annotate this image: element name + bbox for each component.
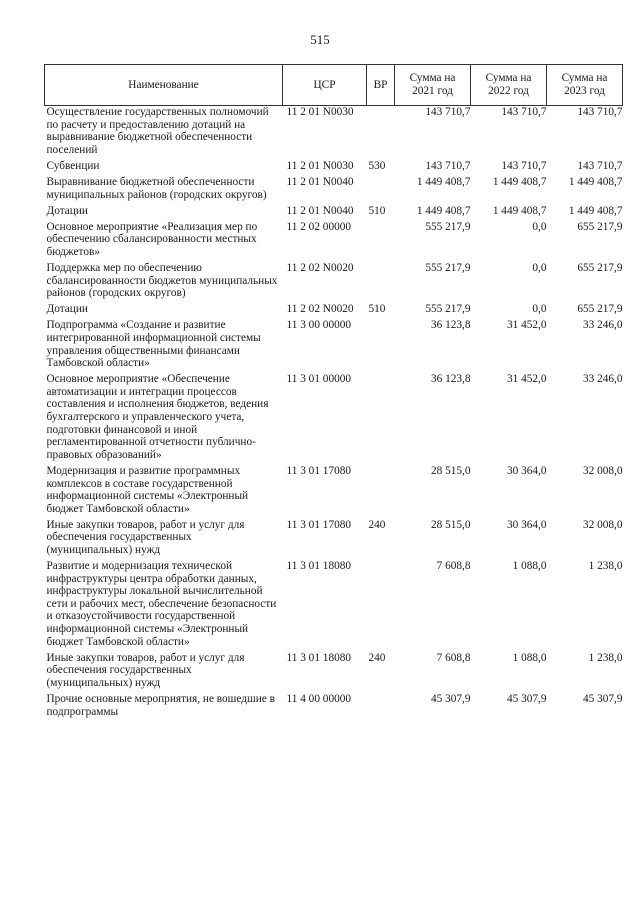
- row-vr: [367, 262, 395, 303]
- table-row: [45, 221, 623, 262]
- row-name: Дотации: [46, 204, 88, 217]
- row-csr: 11 3 01 00000: [286, 373, 352, 386]
- row-sum-2022: 0,0: [532, 220, 547, 233]
- row-sum-2022: 30 364,0: [506, 518, 547, 531]
- table-row: [45, 560, 623, 652]
- row-sum-2023: 655 217,9: [577, 220, 623, 233]
- row-vr: [367, 106, 395, 160]
- row-vr: [367, 560, 395, 652]
- row-vr: 240: [368, 651, 386, 664]
- table-row: [45, 373, 623, 465]
- row-sum-2023: 1 449 408,7: [568, 204, 623, 217]
- row-vr: [367, 176, 395, 205]
- table-row: [45, 693, 623, 722]
- row-sum-2022: 1 449 408,7: [492, 204, 547, 217]
- row-vr: [367, 465, 395, 519]
- row-sum-2023: 143 710,7: [577, 106, 623, 118]
- row-name: Развитие и модернизация технической инфраструктуры центра обработки данных, инфраструктуры локальной вычислительной сети и рабочих мест, обеспечение безопасности и отказоустойчивости государственной информационной системы «Электронный бюджет Тамбовской области»: [46, 560, 277, 648]
- header-name: Наименование: [45, 65, 283, 106]
- row-sum-2021: 7 608,8: [436, 651, 471, 664]
- row-sum-2023: 1 449 408,7: [568, 175, 623, 188]
- table-row: [45, 106, 623, 160]
- row-sum-2021: 1 449 408,7: [416, 204, 471, 217]
- table-row: [45, 205, 623, 221]
- row-csr: 11 3 00 00000: [286, 319, 352, 332]
- table-row: [45, 262, 623, 303]
- row-csr: 11 2 01 N0040: [286, 204, 354, 217]
- row-csr: 11 3 01 18080: [286, 560, 352, 573]
- row-sum-2021: 555 217,9: [425, 220, 471, 233]
- row-csr: 11 4 00 00000: [286, 693, 352, 706]
- row-sum-2023: 1 238,0: [588, 560, 623, 573]
- budget-table: [44, 64, 623, 722]
- table-row: [45, 652, 623, 693]
- row-sum-2023: 143 710,7: [577, 159, 623, 172]
- row-vr: 510: [368, 303, 386, 316]
- row-vr: [367, 373, 395, 465]
- row-sum-2023: 33 246,0: [582, 319, 623, 332]
- row-sum-2021: 36 123,8: [430, 319, 471, 332]
- row-sum-2023: 1 238,0: [588, 651, 623, 664]
- row-vr: 510: [368, 204, 386, 217]
- table-row: [45, 303, 623, 319]
- row-vr: 240: [368, 518, 386, 531]
- row-csr: 11 2 01 N0030: [286, 106, 354, 118]
- row-sum-2022: 0,0: [532, 303, 547, 316]
- row-sum-2021: 143 710,7: [425, 159, 471, 172]
- row-sum-2022: 143 710,7: [501, 106, 547, 118]
- row-name: Основное мероприятие «Обеспечение автоматизации и интеграции процессов составления и исполнения бюджетов, ведения бухгалтерского и управленческого учета, подготовки финансовой и иной регламентированной отчетности публично-правовых образований»: [46, 373, 269, 461]
- row-csr: 11 2 02 00000: [286, 220, 352, 233]
- row-sum-2021: 143 710,7: [425, 106, 471, 118]
- row-sum-2022: 30 364,0: [506, 464, 547, 477]
- row-name: Основное мероприятие «Реализация мер по обеспечению сбалансированности местных бюджетов»: [46, 220, 258, 258]
- row-sum-2022: 31 452,0: [506, 319, 547, 332]
- row-name: Осуществление государственных полномочий по расчету и предоставлению дотаций на выравнивание бюджетной обеспеченности поселений: [46, 106, 269, 156]
- row-sum-2023: 655 217,9: [577, 262, 623, 275]
- row-vr: [367, 221, 395, 262]
- row-csr: 11 3 01 17080: [286, 464, 352, 477]
- row-csr: 11 3 01 17080: [286, 518, 352, 531]
- table-row: [45, 465, 623, 519]
- row-csr: 11 2 01 N0040: [286, 175, 354, 188]
- row-name: Выравнивание бюджетной обеспеченности муниципальных районов (городских округов): [46, 175, 267, 201]
- row-csr: 11 2 02 N0020: [286, 262, 354, 275]
- row-sum-2022: 45 307,9: [506, 693, 547, 706]
- header-vr: ВР: [367, 65, 395, 106]
- row-sum-2021: 7 608,8: [436, 560, 471, 573]
- row-sum-2022: 1 088,0: [512, 651, 547, 664]
- row-sum-2023: 32 008,0: [582, 518, 623, 531]
- row-sum-2021: 555 217,9: [425, 303, 471, 316]
- row-name: Иные закупки товаров, работ и услуг для обеспечения государственных (муниципальных) нужд: [46, 518, 245, 556]
- row-vr: [367, 319, 395, 373]
- table-row: [45, 176, 623, 205]
- row-name: Дотации: [46, 303, 88, 316]
- row-sum-2021: 555 217,9: [425, 262, 471, 275]
- row-name: Иные закупки товаров, работ и услуг для обеспечения государственных (муниципальных) нужд: [46, 651, 245, 689]
- row-sum-2021: 36 123,8: [430, 373, 471, 386]
- table-row: [45, 519, 623, 560]
- row-sum-2022: 143 710,7: [501, 159, 547, 172]
- table-header-row: [45, 65, 623, 106]
- row-csr: 11 2 02 N0020: [286, 303, 354, 316]
- row-sum-2023: 33 246,0: [582, 373, 623, 386]
- row-sum-2022: 1 449 408,7: [492, 175, 547, 188]
- row-vr: [367, 693, 395, 722]
- row-name: Подпрограмма «Создание и развитие интегрированной информационной системы управления общественными финансами Тамбовской области»: [46, 319, 261, 370]
- row-name: Поддержка мер по обеспечению сбалансированности бюджетов муниципальных районов (городских округов): [46, 262, 278, 300]
- header-sum-2021: Сумма на 2021 год: [395, 65, 471, 106]
- row-name: Модернизация и развитие программных комплексов в составе государственной информационной системы «Электронный бюджет Тамбовской области»: [46, 464, 249, 515]
- header-csr: ЦСР: [283, 65, 367, 106]
- row-sum-2022: 0,0: [532, 262, 547, 275]
- table-row: [45, 160, 623, 176]
- row-sum-2023: 45 307,9: [582, 693, 623, 706]
- header-sum-2023: Сумма на 2023 год: [547, 65, 623, 106]
- row-vr: 530: [368, 159, 386, 172]
- header-sum-2022: Сумма на 2022 год: [471, 65, 547, 106]
- page-number: 515: [310, 32, 330, 47]
- table-row: [45, 319, 623, 373]
- row-csr: 11 3 01 18080: [286, 651, 352, 664]
- row-sum-2022: 1 088,0: [512, 560, 547, 573]
- row-sum-2023: 32 008,0: [582, 464, 623, 477]
- row-sum-2021: 28 515,0: [430, 518, 471, 531]
- row-name: Субвенции: [46, 159, 100, 172]
- row-sum-2022: 31 452,0: [506, 373, 547, 386]
- row-csr: 11 2 01 N0030: [286, 159, 354, 172]
- row-sum-2023: 655 217,9: [577, 303, 623, 316]
- row-sum-2021: 1 449 408,7: [416, 175, 471, 188]
- row-name: Прочие основные мероприятия, не вошедшие в подпрограммы: [46, 693, 275, 718]
- row-sum-2021: 28 515,0: [430, 464, 471, 477]
- row-sum-2021: 45 307,9: [430, 693, 471, 706]
